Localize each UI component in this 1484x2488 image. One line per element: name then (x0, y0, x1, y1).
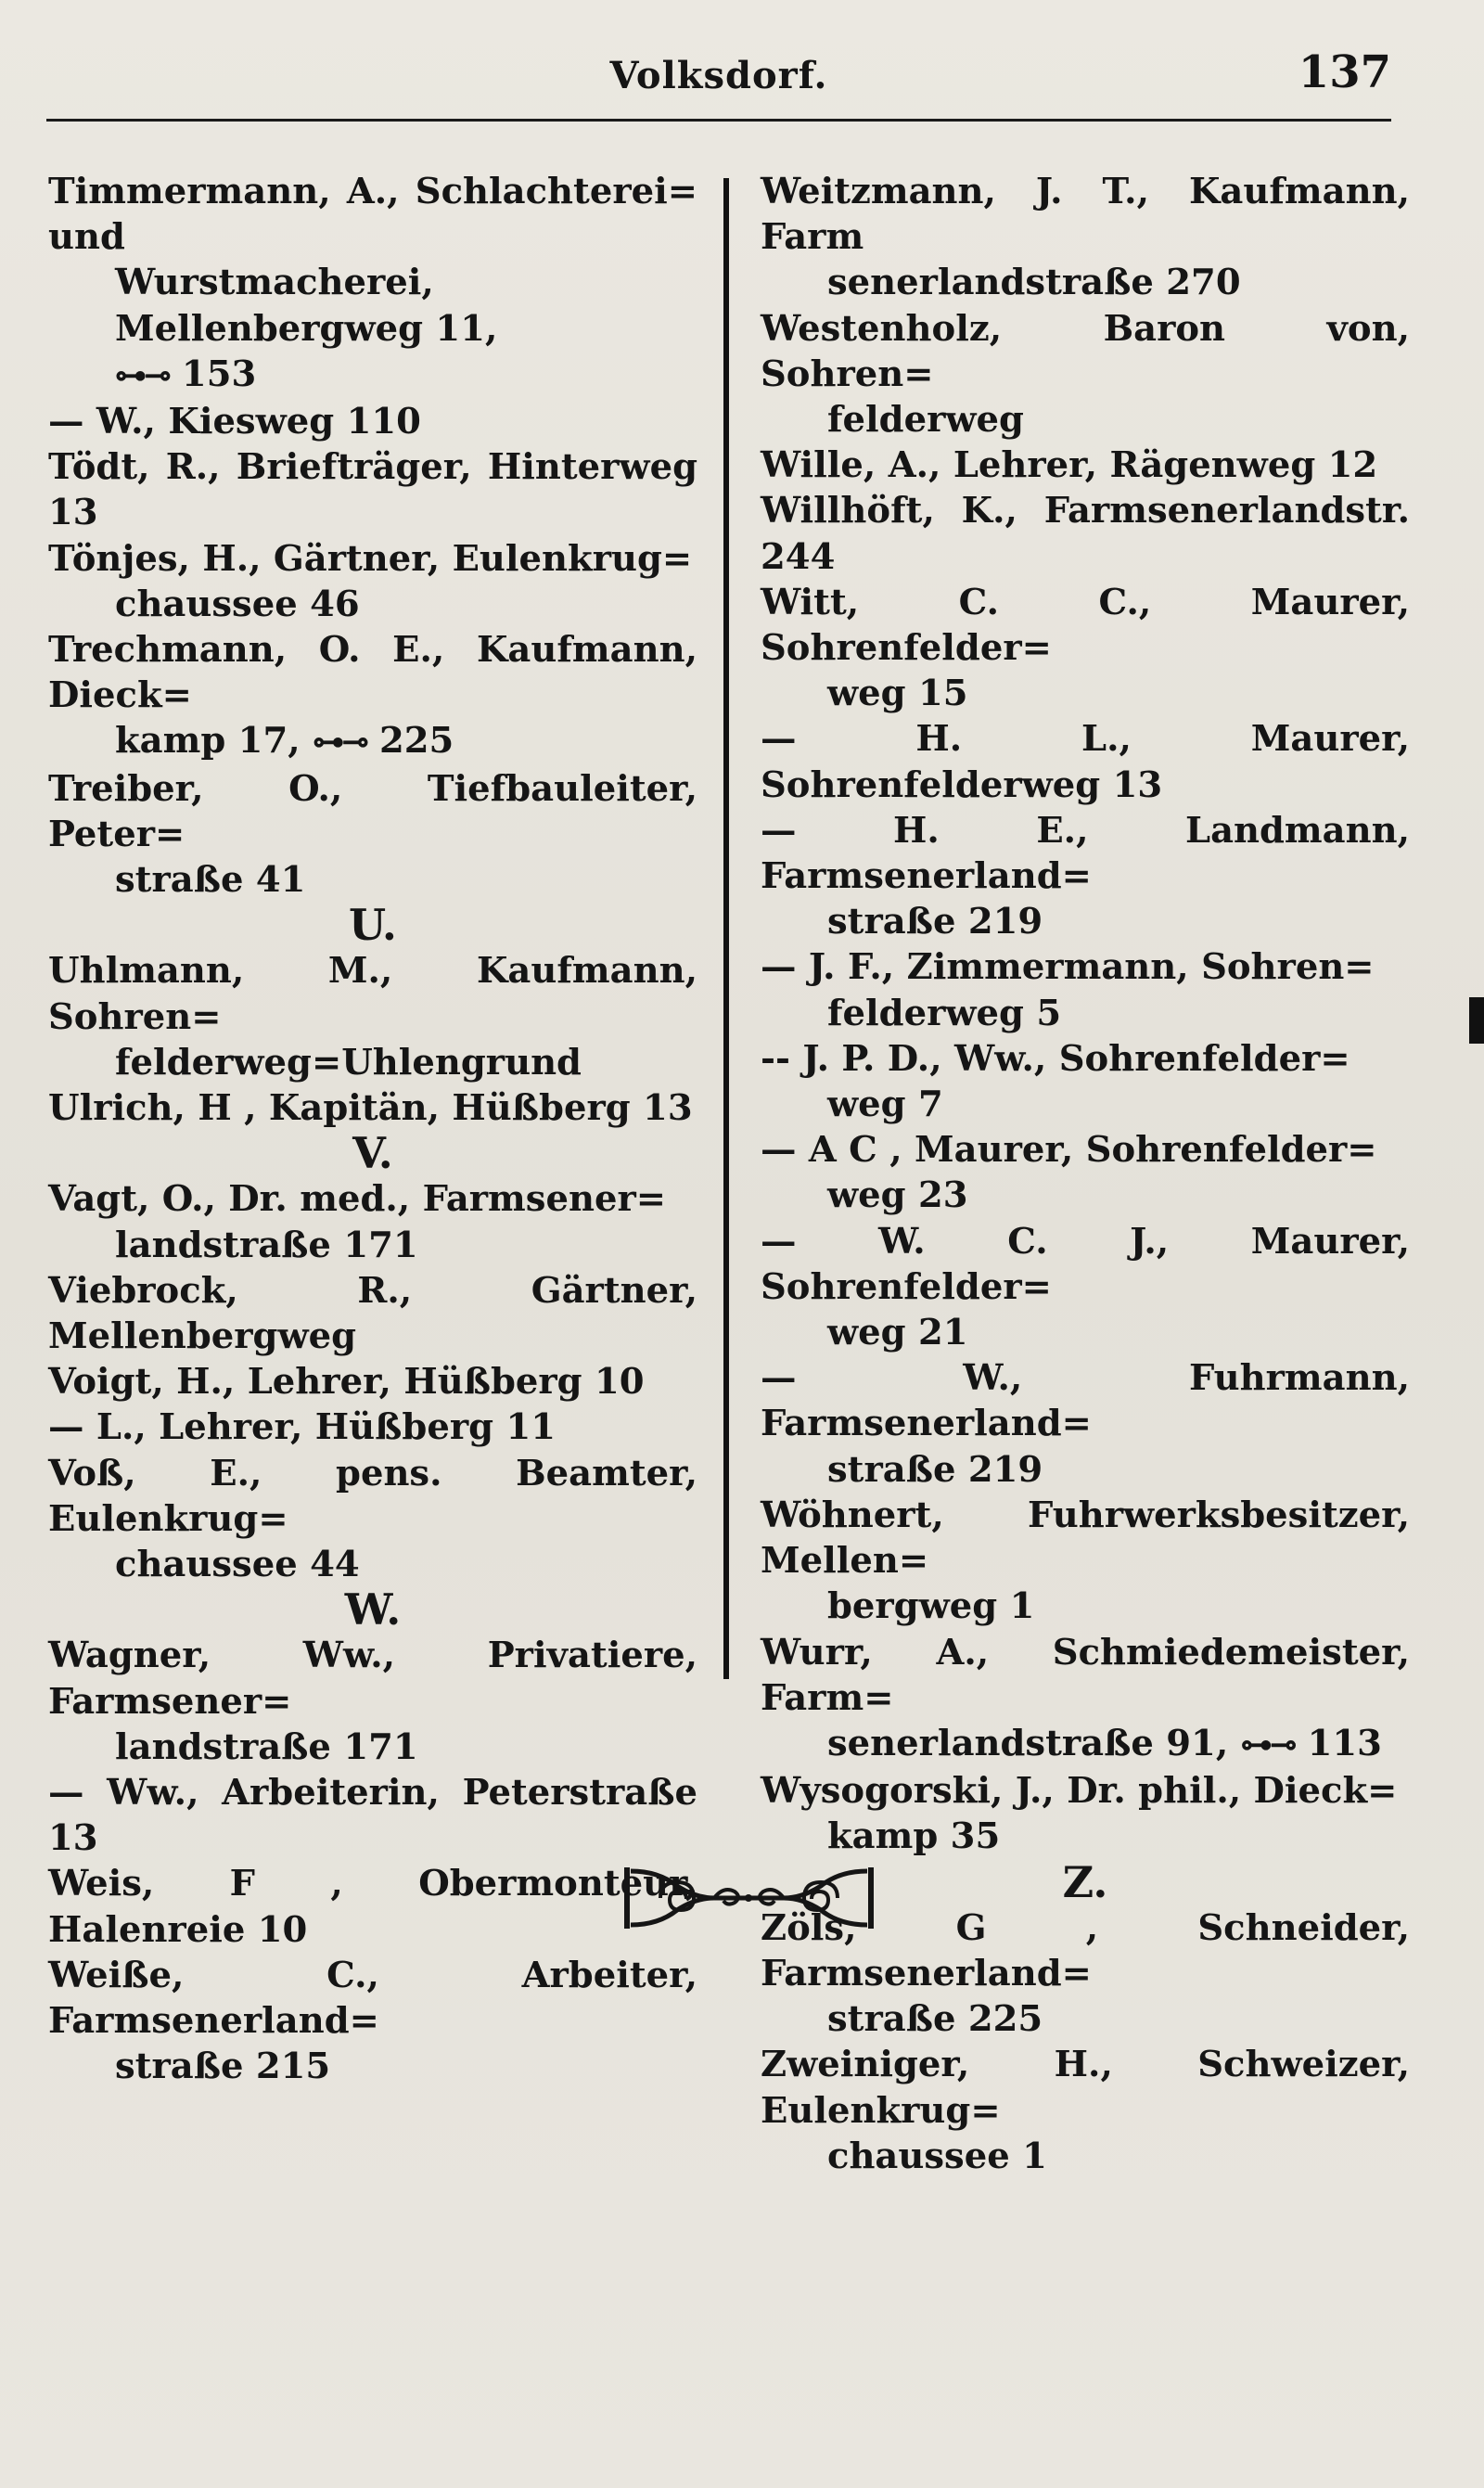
directory-entry: Timmermann, A., Schlachterei= und (48, 171, 697, 259)
entry-continuation: felderweg (827, 399, 1024, 442)
directory-entry: Tödt, R., Briefträger, Hinterweg 13 (48, 446, 697, 534)
entry-continuation: bergweg 1 (827, 1585, 1035, 1628)
section-letter-v: V. (352, 1128, 393, 1179)
directory-entry: — W. C. J., Maurer, Sohrenfelder= (761, 1220, 1410, 1308)
directory-entry: Voß, E., pens. Beamter, Eulenkrug= (48, 1452, 697, 1540)
entry-continuation: chaussee 1 (827, 2135, 1047, 2177)
directory-entry: — J. F., Zimmermann, Sohren= (761, 946, 1375, 989)
left-column (48, 169, 697, 2089)
directory-entry: Vagt, O., Dr. med., Farmsener= (48, 1178, 666, 1221)
entry-continuation: kamp 35 (827, 1815, 1001, 1858)
page-number: 137 (1298, 46, 1391, 98)
entry-continuation-text: kamp 17, (115, 720, 301, 763)
directory-entry: — W., Fuhrmann, Farmsenerland= (761, 1357, 1410, 1445)
directory-entry: Witt, C. C., Maurer, Sohrenfelder= (761, 581, 1410, 670)
phone-number: 153 (181, 353, 257, 395)
directory-entry: — L., Lehrer, Hüßberg 11 (48, 1406, 556, 1449)
section-letter-u: U. (349, 900, 397, 951)
entry-continuation: straße 225 (827, 1998, 1043, 2041)
entry-continuation: weg 21 (827, 1312, 968, 1354)
directory-entry: Wille, A., Lehrer, Rägenweg 12 (761, 444, 1378, 487)
directory-entry: Weis, F , Obermonteur, Halenreie 10 (48, 1863, 697, 1951)
section-letter-w: W. (344, 1584, 402, 1635)
directory-entry: Tönjes, H., Gärtner, Eulenkrug= (48, 537, 693, 580)
directory-entry: Treiber, O., Tiefbauleiter, Peter= (48, 767, 697, 855)
directory-entry: -- J. P. D., Ww., Sohrenfelder= (761, 1037, 1350, 1080)
scroll-ornament-icon (621, 1860, 876, 1936)
entry-continuation: landstraße 171 (115, 1725, 418, 1768)
phone-number: 113 (1307, 1722, 1382, 1764)
entry-continuation (761, 1721, 1410, 1768)
column-divider (723, 178, 729, 1679)
entry-continuation: weg 7 (827, 1084, 943, 1126)
entry-continuation (48, 718, 697, 765)
entry-continuation: chaussee 44 (115, 1544, 360, 1586)
telephone-icon: ⊶⊸ (1240, 1725, 1296, 1763)
directory-entry: — H. E., Landmann, Farmsenerland= (761, 809, 1410, 898)
entry-continuation (48, 352, 697, 399)
directory-entry: Zöls, G , Schneider, Farmsenerland= (761, 1906, 1410, 1994)
page-edge-mark (1469, 997, 1484, 1044)
directory-entry: Wagner, Ww., Privatiere, Farmsener= (48, 1635, 697, 1723)
directory-entry: Westenholz, Baron von, Sohren= (761, 307, 1410, 395)
directory-entry: — Ww., Arbeiterin, Peterstraße 13 (48, 1772, 697, 1860)
entry-continuation: straße 219 (827, 901, 1043, 943)
telephone-icon: ⊶⊸ (115, 356, 170, 394)
entry-continuation: weg 15 (827, 673, 968, 715)
directory-entry: Voigt, H., Lehrer, Hüßberg 10 (48, 1361, 645, 1404)
directory-entry: Uhlmann, M., Kaufmann, Sohren= (48, 950, 697, 1038)
directory-entry: Wöhnert, Fuhrwerksbesitzer, Mellen= (761, 1494, 1410, 1583)
entry-continuation: straße 41 (115, 859, 306, 902)
directory-entry: Weitzmann, J. T., Kaufmann, Farm (761, 171, 1410, 259)
directory-entry: — A C , Maurer, Sohrenfelder= (761, 1129, 1377, 1172)
directory-entry: Ulrich, H , Kapitän, Hüßberg 13 (48, 1087, 693, 1130)
directory-entry: Weiße, C., Arbeiter, Farmsenerland= (48, 1954, 697, 2043)
telephone-icon: ⊶⊸ (313, 724, 367, 762)
directory-entry: Trechmann, O. E., Kaufmann, Dieck= (48, 629, 697, 717)
entry-continuation: felderweg=Uhlengrund (115, 1041, 582, 1084)
entry-continuation: landstraße 171 (115, 1224, 418, 1266)
entry-continuation: straße 219 (827, 1448, 1043, 1491)
entry-continuation: felderweg 5 (827, 992, 1062, 1034)
entry-continuation: Wurstmacherei, Mellenbergweg 11, (115, 262, 498, 350)
directory-entry: Viebrock, R., Gärtner, Mellenbergweg (48, 1269, 697, 1358)
entry-continuation-text: senerlandstraße 91, (827, 1722, 1229, 1764)
phone-number: 225 (378, 720, 454, 763)
directory-entry: — W., Kiesweg 110 (48, 401, 421, 443)
directory-entry: Wysogorski, J., Dr. phil., Dieck= (761, 1770, 1398, 1813)
entry-continuation: straße 215 (115, 2046, 331, 2088)
directory-entry: Wurr, A., Schmiedemeister, Farm= (761, 1631, 1410, 1719)
directory-entry: Zweiniger, H., Schweizer, Eulenkrug= (761, 2044, 1410, 2132)
section-letter-z: Z. (1062, 1856, 1108, 1907)
entry-continuation: senerlandstraße 270 (827, 262, 1241, 304)
entry-continuation: weg 23 (827, 1174, 968, 1217)
directory-entry: — H. L., Maurer, Sohrenfelderweg 13 (761, 718, 1410, 806)
entry-continuation: chaussee 46 (115, 583, 360, 625)
directory-entry: Willhöft, K., Farmsenerlandstr. 244 (761, 490, 1410, 578)
running-title: Volksdorf. (609, 54, 828, 97)
